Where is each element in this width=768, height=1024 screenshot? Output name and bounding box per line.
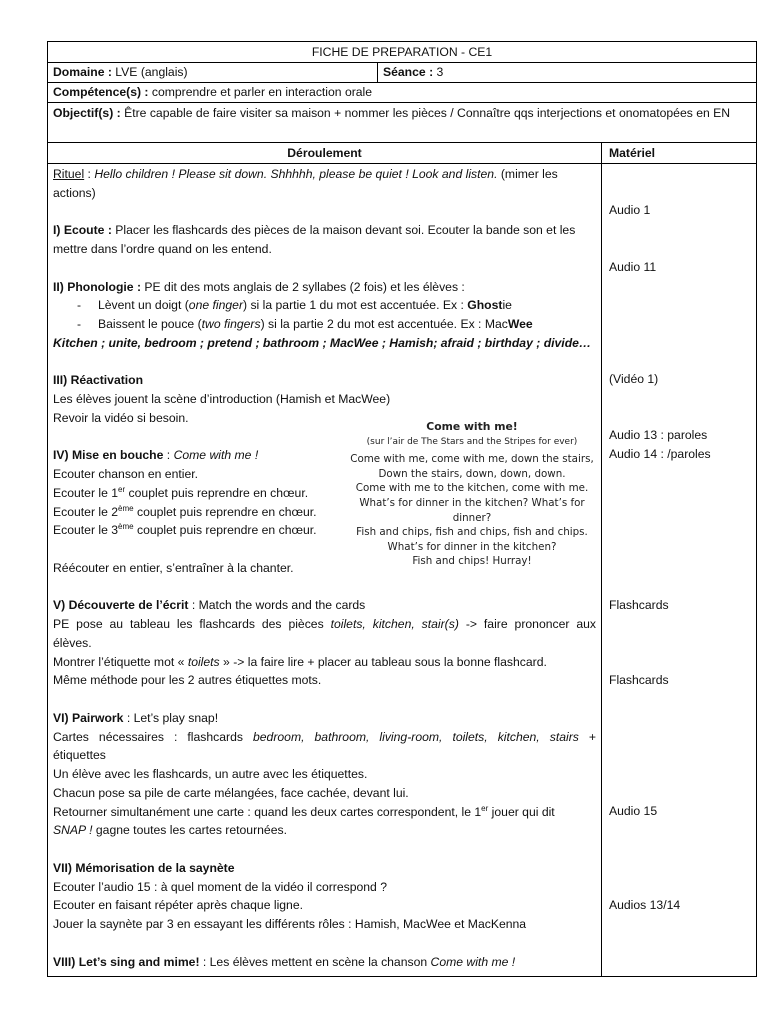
- rituel-speech: Hello children ! Please sit down. Shhhhh, please be quiet ! Look and listen.: [94, 167, 498, 181]
- materiel-audio-14: Audio 14 : /paroles: [609, 447, 711, 461]
- column-header-deroulement: Déroulement: [48, 143, 602, 163]
- mise-l2s: er: [118, 484, 126, 494]
- bullet2-b: ) si la partie 2 du mot est accentuée. Ex : Mac: [260, 317, 508, 331]
- mise-l3b: couplet puis reprendre en chœur.: [133, 504, 317, 519]
- pairwork-title: VI) Pairwork: [53, 710, 124, 725]
- lyrics-line: Down the stairs, down, down, down.: [378, 467, 566, 480]
- mise-l4s: ème: [118, 522, 134, 532]
- rituel-sep: :: [84, 167, 95, 181]
- lyrics-title: Come with me!: [426, 420, 518, 433]
- pw-l1a: Cartes nécessaires : flashcards: [53, 729, 253, 744]
- materiel-audio-13: Audio 13 : paroles: [609, 428, 708, 442]
- competence-value: comprendre et parler en interaction orale: [148, 85, 373, 99]
- domaine-value: LVE (anglais): [111, 65, 188, 79]
- memorisation-line-3: Jouer la saynète par 3 en essayant les différents rôles : Hamish, MacWee et MacKenna: [53, 917, 527, 931]
- sheet-title: FICHE DE PREPARATION - CE1: [48, 42, 756, 63]
- rituel-after: (mimer les: [497, 167, 558, 181]
- preparation-sheet: [47, 41, 757, 977]
- reactivation-line-1: Les élèves jouent la scène d’introduction (Hamish et MacWee): [53, 392, 391, 406]
- pairwork-line: [53, 709, 596, 728]
- song-title-ref: Come with me !: [173, 448, 259, 463]
- mise-line-5: Réécouter en entier, s’entraîner à la chanter.: [53, 560, 294, 575]
- pairwork-line-2: étiquettes: [53, 748, 106, 763]
- lyrics-line: Come with me, come with me, down the stairs,: [350, 453, 594, 466]
- materiel-video-1: (Vidéo 1): [609, 372, 659, 386]
- pw-l1i: bedroom, bathroom, living-room, toilets, kitchen, stairs: [253, 729, 579, 744]
- pairwork-line-1: [53, 728, 596, 747]
- pw-l5s: er: [481, 803, 489, 813]
- seance-label: Séance :: [383, 65, 434, 79]
- lesson-body-row: [48, 164, 756, 976]
- sing-mime-title: VIII) Let’s sing and mime!: [53, 954, 200, 969]
- song-lyrics-image: [341, 420, 603, 578]
- lyrics-line: What’s for dinner in the kitchen?: [387, 540, 557, 553]
- dec-l1a: PE pose au tableau les flashcards des pièces: [53, 617, 331, 631]
- ecoute-line-2: mettre dans l’ordre quand on les entend.: [53, 242, 272, 256]
- memorisation-title-text: VII) Mémorisation de la saynète: [53, 860, 235, 875]
- materiel-audio-15: Audio 15: [609, 804, 658, 818]
- phonologie-bullet-1: - Lèvent un doigt (one finger) si la partie 1 du mot est accentuée. Ex : Ghostie: [77, 298, 512, 313]
- bullet2-a: Baissent le pouce (: [98, 317, 202, 331]
- materiel-audio-11: Audio 11: [609, 260, 657, 274]
- mise-l3s: ème: [118, 503, 134, 513]
- bullet1-bold: Ghost: [467, 298, 503, 313]
- sing-mime-text: : Les élèves mettent en scène la chanson: [199, 954, 431, 969]
- memorisation-title: [53, 859, 596, 878]
- materiel-flashcards-1: Flashcards: [609, 598, 669, 612]
- lyrics-line: Fish and chips! Hurray!: [412, 555, 532, 568]
- bullet1-i: one finger: [188, 298, 244, 313]
- decouverte-text: : Match the words and the cards: [188, 598, 366, 613]
- seance-value: 3: [433, 65, 444, 79]
- decouverte-line: [53, 596, 596, 615]
- table-header-row: [48, 143, 756, 164]
- memorisation-line-1: Ecouter l’audio 15 : à quel moment de la vidéo il correspond ?: [53, 879, 388, 894]
- ecoute-title: I) Ecoute :: [53, 223, 112, 238]
- dec-l3a: Montrer l’étiquette mot «: [53, 654, 188, 669]
- ecoute-text: Placer les flashcards des pièces de la maison devant soi. Ecouter la bande son et les: [111, 223, 576, 238]
- dec-l3b: » -> la faire lire + placer au tableau sous la bonne flashcard.: [219, 654, 547, 669]
- sing-mime-song: Come with me !: [430, 954, 516, 969]
- pairwork-text: : Let’s play snap!: [123, 710, 219, 725]
- objectif-value: Être capable de faire visiter sa maison + nommer les pièces / Connaître qqs interjections et onomatopées en EN: [120, 106, 731, 120]
- phonologie-bullet-2: - Baissent le pouce (two fingers) si la partie 2 du mot est accentuée. Ex : MacWee: [77, 317, 533, 331]
- seance-cell: [378, 63, 756, 82]
- lyrics-line: Fish and chips, fish and chips, fish and chips.: [356, 526, 588, 539]
- materiel-audio-1: Audio 1: [609, 203, 651, 217]
- lyrics-line: What’s for dinner in the kitchen? What’s for dinner?: [359, 496, 585, 524]
- decouverte-line-3: [53, 653, 596, 672]
- dec-l3i: toilets: [187, 654, 220, 669]
- materiel-cell: [602, 164, 756, 976]
- mise-l4a: Ecouter le 3: [53, 523, 119, 538]
- mise-l2b: couplet puis reprendre en chœur.: [125, 485, 309, 500]
- bullet2-bold: Wee: [507, 317, 533, 331]
- objectif-row: [48, 103, 756, 143]
- domaine-seance-row: [48, 63, 756, 83]
- domaine-cell: [48, 63, 378, 82]
- memorisation-line-2: Ecouter en faisant répéter après chaque ligne.: [53, 898, 304, 913]
- pw-l1b: +: [578, 729, 597, 744]
- phonologie-text: PE dit des mots anglais de 2 syllabes (2 fois) et les élèves :: [141, 279, 465, 294]
- pairwork-line-3: Un élève avec les flashcards, un autre avec les étiquettes.: [53, 767, 368, 781]
- reactivation-title-text: III) Réactivation: [53, 373, 144, 388]
- pairwork-line-6: [53, 821, 596, 840]
- pairwork-line-4: Chacun pose sa pile de carte mélangées, face cachée, devant lui.: [53, 785, 409, 800]
- mise-l3a: Ecouter le 2: [53, 504, 119, 519]
- phonologie-title: II) Phonologie :: [53, 279, 142, 294]
- materiel-flashcards-2: Flashcards: [609, 673, 669, 687]
- domaine-label: Domaine :: [53, 65, 112, 79]
- dec-l1b: -> faire prononcer aux: [458, 617, 596, 631]
- decouverte-line-4: Même méthode pour les 2 autres étiquettes mots.: [53, 673, 322, 688]
- mise-l4b: couplet puis reprendre en chœur.: [133, 523, 317, 538]
- pw-l6b: gagne toutes les cartes retournées.: [92, 823, 287, 838]
- objectif-label: Objectif(s) :: [53, 106, 121, 120]
- ecoute-line-1: [53, 221, 596, 240]
- mise-l2a: Ecouter le 1: [53, 485, 119, 500]
- sing-mime-line: [53, 953, 596, 972]
- phonologie-words: Kitchen ; unite, bedroom ; pretend ; bathroom ; MacWee ; Hamish; afraid ; birthday ; divide…: [53, 335, 592, 350]
- competence-row: [48, 83, 756, 103]
- mise-en-bouche-title: IV) Mise en bouche: [53, 448, 164, 463]
- rituel-label: Rituel: [53, 167, 85, 181]
- reactivation-title: [53, 371, 596, 390]
- reactivation-line-2: Revoir la vidéo si besoin.: [53, 410, 189, 425]
- pw-l6i: SNAP !: [53, 823, 93, 838]
- decouverte-title: V) Découverte de l’écrit: [53, 598, 189, 613]
- decouverte-line-1: [53, 615, 596, 634]
- competence-label: Compétence(s) :: [53, 85, 149, 99]
- mise-en-bouche-sep: :: [163, 448, 174, 463]
- deroulement-cell: [48, 164, 602, 976]
- column-header-materiel: Matériel: [609, 146, 656, 160]
- bullet1-a: Lèvent un doigt (: [98, 298, 189, 313]
- dec-l1i: toilets, kitchen, stair(s): [330, 617, 459, 631]
- rituel-cont: actions): [53, 185, 96, 200]
- phonologie-line: [53, 278, 596, 297]
- bullet1-b: ) si la partie 1 du mot est accentuée. Ex :: [243, 298, 468, 313]
- bullet1-end: ie: [502, 298, 512, 313]
- materiel-audios-13-14: Audios 13/14: [609, 898, 681, 912]
- pw-l5a: Retourner simultanément une carte : quand les deux cartes correspondent, le 1: [53, 804, 482, 819]
- pw-l5b: jouer qui dit: [488, 804, 555, 819]
- mise-line-1: Ecouter chanson en entier.: [53, 467, 198, 481]
- rituel-line: [53, 165, 596, 184]
- pairwork-line-5: [53, 803, 596, 822]
- lyrics-subtitle: (sur l’air de The Stars and the Stripes for ever): [366, 436, 578, 447]
- bullet2-i: two fingers: [201, 317, 261, 331]
- decouverte-line-2: élèves.: [53, 635, 92, 650]
- lyrics-line: Come with me to the kitchen, come with me.: [355, 482, 589, 495]
